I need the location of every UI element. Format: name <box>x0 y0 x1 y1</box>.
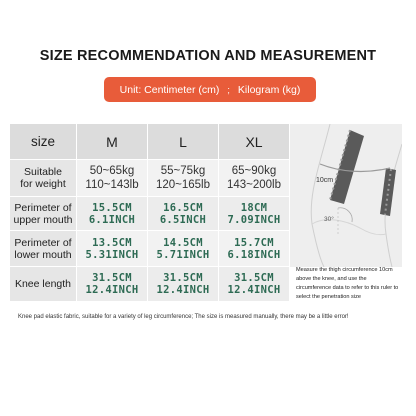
measure-cm: 13.5CM <box>92 236 132 249</box>
knee-length-cell-l <box>148 267 219 302</box>
row-label-line: Perimeter of <box>14 201 72 214</box>
measure-cm: 16.5CM <box>163 201 203 214</box>
row-label-knee-length <box>10 267 77 302</box>
measure-inch: 6.18INCH <box>227 248 281 261</box>
weight-lb: 110~143lb <box>85 179 139 191</box>
row-label-line: lower mouth <box>14 248 72 261</box>
size-m-header: M <box>77 124 148 160</box>
measure-cm: 15.7CM <box>234 236 274 249</box>
measure-cm: 31.5CM <box>234 272 274 284</box>
leg-diagram <box>290 124 402 267</box>
measure-inch: 12.4INCH <box>227 284 281 296</box>
weight-kg: 55~75kg <box>160 165 206 177</box>
measure-inch: 12.4INCH <box>156 284 210 296</box>
weight-kg: 65~90kg <box>231 165 277 177</box>
size-l-header: L <box>148 124 219 160</box>
row-label-weight <box>10 160 77 197</box>
weight-unit-label: Kilogram (kg) <box>237 83 301 96</box>
weight-cell-xl <box>219 160 290 197</box>
row-label-upper-mouth <box>10 197 77 231</box>
measure-inch: 6.1INCH <box>88 213 136 226</box>
upper-mouth-cell-m <box>77 197 148 231</box>
weight-kg: 50~65kg <box>89 165 135 177</box>
angle-label: 30° <box>324 216 334 223</box>
row-label-line: Perimeter of <box>14 236 72 249</box>
upper-mouth-cell-xl <box>219 197 290 231</box>
knee-length-cell-xl <box>219 267 290 302</box>
measure-cm: 18CM <box>240 201 268 214</box>
measuring-tape-icon <box>320 130 396 216</box>
page-title: SIZE RECOMMENDATION AND MEASUREMENT <box>39 48 377 64</box>
measure-inch: 5.71INCH <box>156 248 210 261</box>
weight-lb: 120~165lb <box>155 179 211 191</box>
upper-mouth-cell-l <box>148 197 219 231</box>
measure-cm: 14.5CM <box>163 236 203 249</box>
lower-mouth-cell-xl <box>219 231 290 267</box>
unit-separator: ; <box>227 84 230 95</box>
measurement-instructions: Measure the thigh circumference 10cm above the knee, and use the circumference data to refer to this ruler to select the penetration size <box>296 267 399 300</box>
row-label-line: upper mouth <box>13 213 73 226</box>
knee-length-cell-m <box>77 267 148 302</box>
row-label-line: Suitable <box>24 166 62 178</box>
measure-inch: 12.4INCH <box>85 284 139 296</box>
weight-cell-m <box>77 160 148 197</box>
footnote: Knee pad elastic fabric, suitable for a variety of leg circumference; The size is measured manually, there may be a little error! <box>18 314 349 320</box>
row-label-line: for weight <box>20 178 66 190</box>
lower-mouth-cell-l <box>148 231 219 267</box>
measure-cm: 31.5CM <box>163 272 203 284</box>
tape-label: 10cm <box>316 177 334 184</box>
measure-inch: 6.5INCH <box>159 213 207 226</box>
size-xl-header: XL <box>219 124 290 160</box>
measure-inch: 7.09INCH <box>227 213 281 226</box>
size-table <box>10 124 290 302</box>
length-unit-label: Unit: Centimeter (cm) <box>119 83 220 96</box>
leg-measurement-illustration <box>290 124 402 267</box>
weight-lb: 143~200lb <box>226 179 282 191</box>
measure-cm: 15.5CM <box>92 201 132 214</box>
row-label-lower-mouth <box>10 231 77 267</box>
unit-banner <box>104 77 316 102</box>
measure-cm: 31.5CM <box>92 272 132 284</box>
lower-mouth-cell-m <box>77 231 148 267</box>
row-label-line: Knee length <box>14 278 72 290</box>
measure-inch: 5.31INCH <box>85 248 139 261</box>
size-header: size <box>10 124 77 160</box>
weight-cell-l <box>148 160 219 197</box>
